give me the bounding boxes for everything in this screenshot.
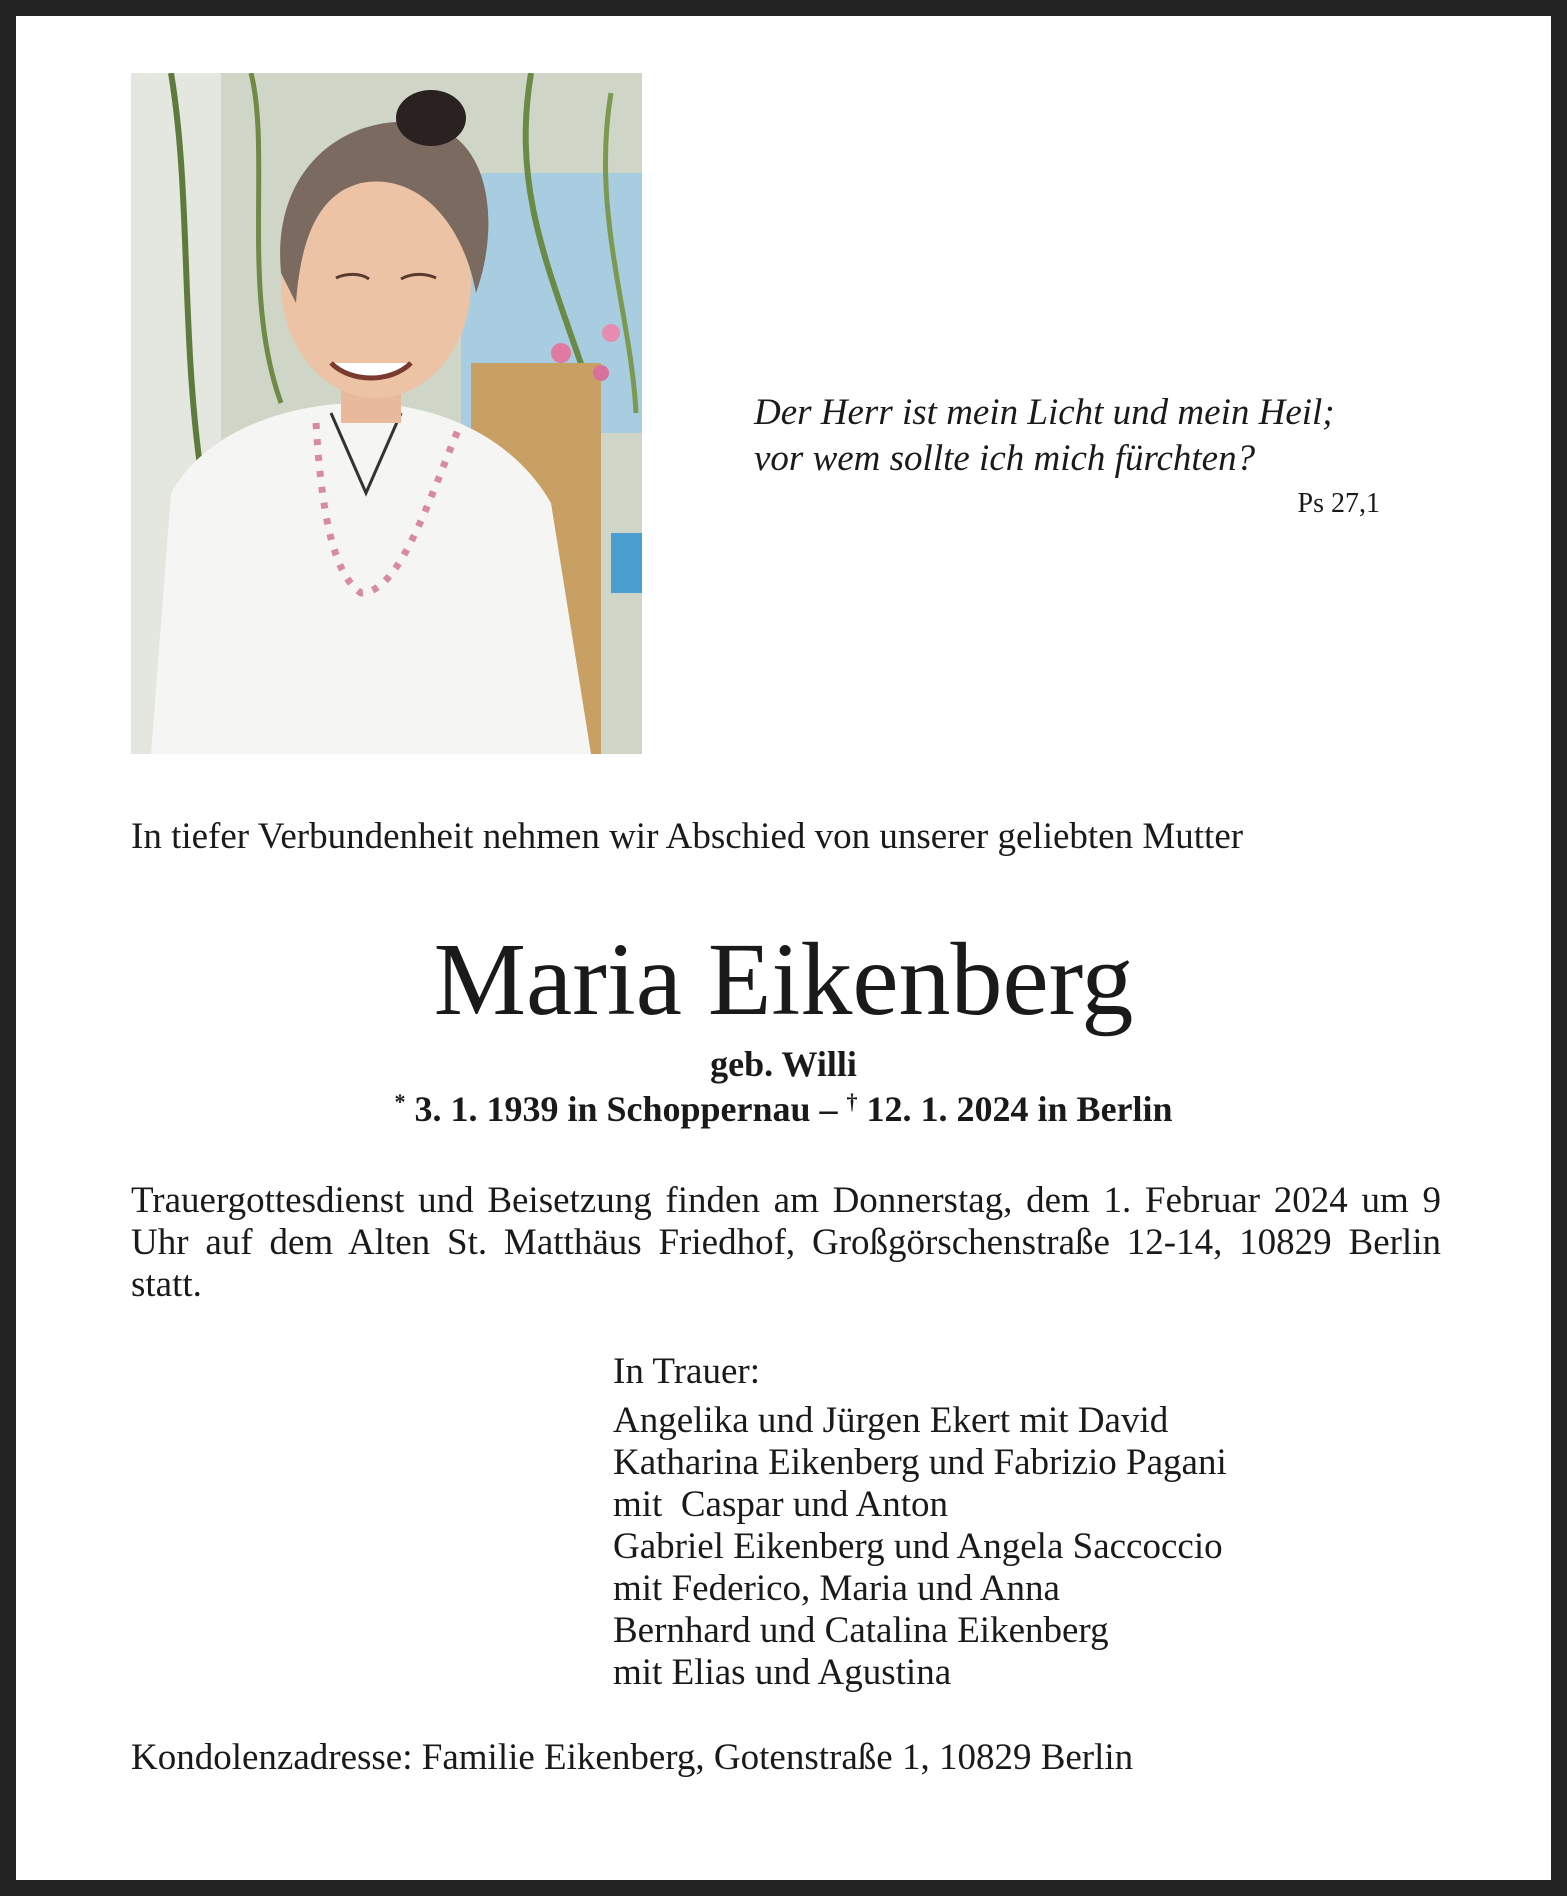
mourner-line: Angelika und Jürgen Ekert mit David	[613, 1400, 1169, 1441]
death-date: 12. 1. 2024 in Berlin	[866, 1089, 1173, 1129]
service-details: Trauergottesdienst und Beisetzung finden am Donnerstag, dem 1. Februar 2024 um 9 Uhr auf dem Alten St. Matthäus Friedhof, Großgörschenstraße 12-14, 10829 Berlin statt.	[131, 1180, 1441, 1305]
mourners-title: In Trauer:	[613, 1351, 760, 1392]
mourner-line: Katharina Eikenberg und Fabrizio Pagani	[613, 1442, 1227, 1483]
birth-symbol: *	[394, 1089, 406, 1114]
birth-date: 3. 1. 1939 in Schoppernau –	[414, 1089, 838, 1129]
mourner-line: mit Caspar und Anton	[613, 1484, 949, 1525]
portrait-illustration	[131, 73, 642, 754]
mourner-line: Gabriel Eikenberg und Angela Saccoccio	[613, 1526, 1223, 1567]
deceased-name: Maria Eikenberg	[433, 922, 1134, 1037]
mourners-list	[613, 1400, 1413, 1694]
bible-quote-line-1: Der Herr ist mein Licht und mein Heil;	[754, 392, 1335, 433]
mourner-line: mit Federico, Maria und Anna	[613, 1568, 1060, 1609]
portrait-photo	[131, 73, 642, 754]
death-symbol: †	[846, 1089, 858, 1114]
condolence-address: Kondolenzadresse: Familie Eikenberg, Gotenstraße 1, 10829 Berlin	[131, 1737, 1134, 1778]
born-name: geb. Willi	[710, 1044, 857, 1084]
mourner-line: Bernhard und Catalina Eikenberg	[613, 1610, 1109, 1651]
life-dates	[131, 1088, 1436, 1130]
bible-quote-line-2: vor wem sollte ich mich fürchten?	[754, 438, 1256, 479]
mourner-line: mit Elias und Agustina	[613, 1652, 952, 1693]
bible-quote-reference: Ps 27,1	[1297, 488, 1380, 519]
bible-quote	[754, 390, 1394, 482]
intro-text: In tiefer Verbundenheit nehmen wir Abschied von unserer geliebten Mutter	[131, 816, 1244, 857]
